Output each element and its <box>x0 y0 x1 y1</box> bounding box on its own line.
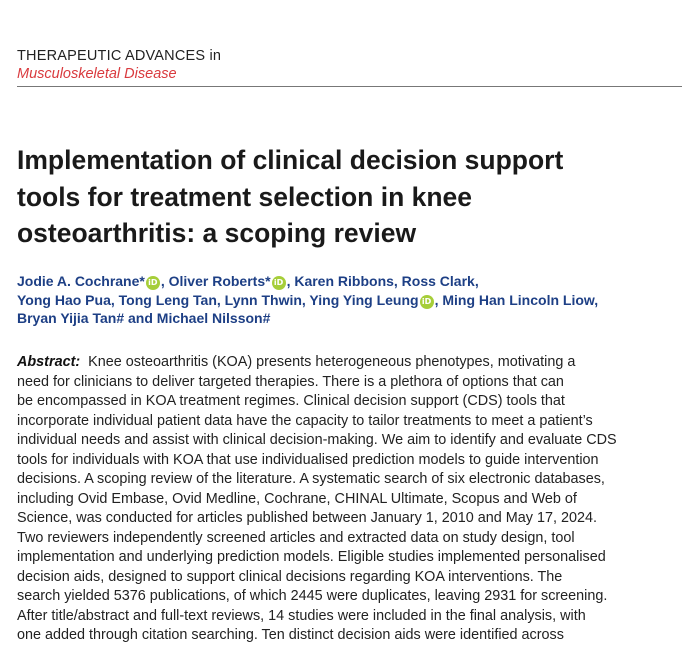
orcid-icon[interactable]: iD <box>420 295 434 309</box>
orcid-icon[interactable]: iD <box>146 276 160 290</box>
abstract-line: Two reviewers independently screened articles and extracted data on study design, tool <box>17 529 575 546</box>
author-name[interactable]: Jodie A. Cochrane* <box>17 273 145 289</box>
title-line: Implementation of clinical decision support <box>17 145 564 175</box>
abstract-line: individual needs and assist with clinical decision-making. We aim to identify and evaluate CDS <box>17 432 617 448</box>
title-line: osteoarthritis: a scoping review <box>17 218 417 248</box>
abstract-text: Knee osteoarthritis (KOA) presents heterogeneous phenotypes, motivating a <box>80 354 576 370</box>
abstract-line: be encompassed in KOA treatment regimes. Clinical decision support (CDS) tools that <box>17 393 565 409</box>
abstract-line: After title/abstract and full-text reviews, 14 studies were included in the final analysis, with <box>17 607 586 624</box>
abstract-line: decision aids, designed to support clinical decisions regarding KOA interventions. The <box>17 568 563 585</box>
abstract-line <box>17 353 672 373</box>
abstract-line: tools for individuals with KOA that use individualised prediction models to guide intervention <box>17 451 599 468</box>
abstract-line: need for clinicians to deliver targeted therapies. There is a plethora of options that can <box>17 373 564 390</box>
author-line <box>17 272 677 291</box>
title-line: tools for treatment selection in knee <box>17 181 473 212</box>
journal-name-prefix: THERAPEUTIC ADVANCES in <box>17 48 222 64</box>
abstract-line: decisions. A scoping review of the literature. A systematic search of six electronic databases, <box>17 471 605 487</box>
author-name[interactable]: , Oliver Roberts* <box>160 273 271 289</box>
author-name[interactable]: , Ming Han Lincoln Liow, <box>434 291 599 308</box>
header-divider <box>17 86 682 87</box>
journal-header <box>17 48 221 82</box>
abstract-line: one added through citation searching. Ten distinct decision aids were identified across <box>17 627 564 643</box>
author-name[interactable]: , Karen Ribbons, Ross Clark, <box>286 273 479 289</box>
abstract-line: including Ovid Embase, Ovid Medline, Cochrane, CHINAL Ultimate, Scopus and Web of <box>17 490 577 507</box>
abstract-line: search yielded 5376 publications, of which 2445 were duplicates, leaving 2931 for screening. <box>17 588 608 604</box>
author-name[interactable]: Bryan Yijia Tan# and Michael Nilsson# <box>17 310 271 326</box>
author-list <box>17 272 677 328</box>
article-title <box>17 142 667 252</box>
orcid-icon[interactable]: iD <box>272 276 286 290</box>
abstract <box>17 353 672 646</box>
abstract-line: Science, was conducted for articles published between January 1, 2010 and May 17, 2024. <box>17 510 597 526</box>
abstract-line: implementation and underlying prediction models. Eligible studies implemented personalised <box>17 549 606 565</box>
abstract-label: Abstract: <box>17 354 81 370</box>
author-name[interactable]: Yong Hao Pua, Tong Leng Tan, Lynn Thwin, Ying Ying Leung <box>17 291 419 308</box>
journal-name-subject: Musculoskeletal Disease <box>17 66 177 82</box>
author-line <box>17 291 677 310</box>
abstract-line: incorporate individual patient data have the capacity to tailor treatments to meet a patient’s <box>17 412 593 429</box>
author-line <box>17 309 677 328</box>
